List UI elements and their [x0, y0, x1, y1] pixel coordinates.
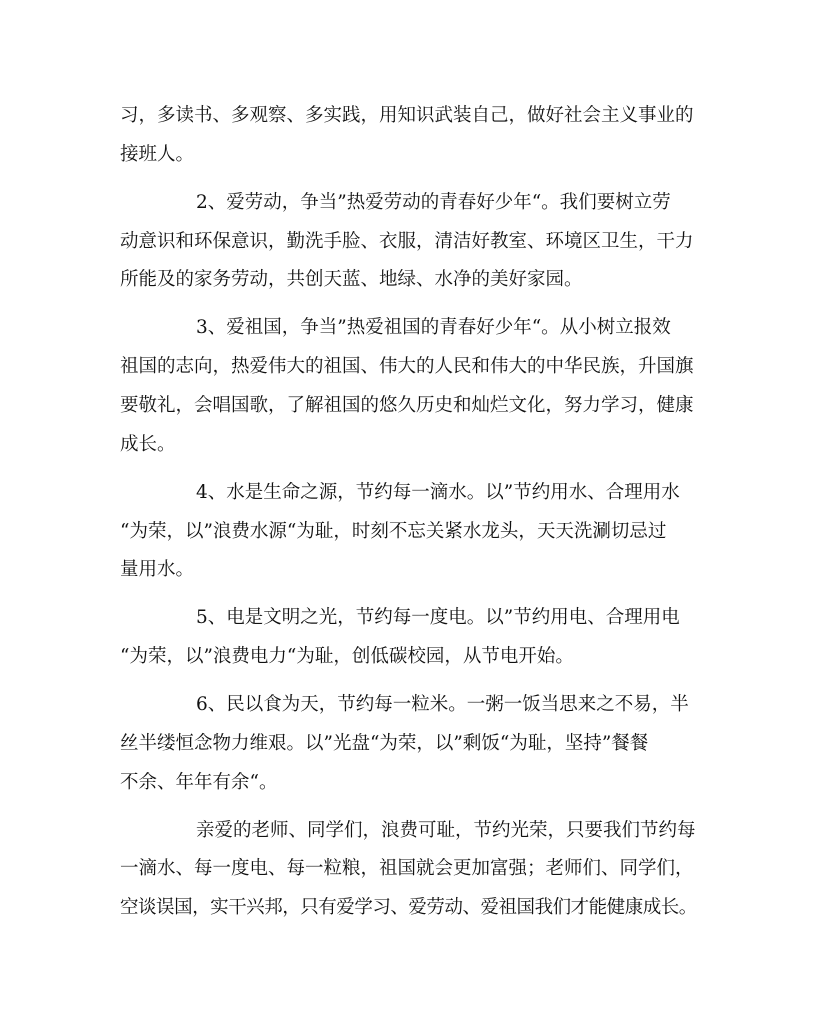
- text-line: 一滴水、每一度电、每一粒粮，祖国就会更加富强；老师们、同学们，: [120, 858, 694, 880]
- paragraph-save-electricity: [120, 599, 700, 677]
- text-line: “为荣，以”浪费水源“为耻，时刻不忘关紧水龙头，天天洗涮切忌过: [120, 520, 667, 542]
- text-line: 4、水是生命之源，节约每一滴水。以”节约用水、合理用水: [196, 481, 680, 503]
- paragraph-save-food: [120, 686, 700, 802]
- paragraph-continuation: [120, 97, 700, 175]
- text-line: 2、爱劳动，争当”热爱劳动的青春好少年“。我们要树立劳: [196, 191, 671, 213]
- text-line: 成长。: [120, 433, 176, 455]
- text-line: 亲爱的老师、同学们，浪费可耻，节约光荣，只要我们节约每: [196, 819, 696, 841]
- text-line: 习，多读书、多观察、多实践，用知识武装自己，做好社会主义事业的: [120, 105, 694, 126]
- paragraph-save-water: [120, 474, 700, 590]
- text-line: 不余、年年有余“。: [120, 771, 278, 793]
- paragraph-closing: [120, 812, 700, 928]
- text-line: 6、民以食为天，节约每一粒米。一粥一饭当思来之不易，半: [196, 694, 689, 716]
- paragraph-love-country: [120, 309, 700, 464]
- text-line: 丝半缕恒念物力维艰。以”光盘“为荣，以”剩饭“为耻，坚持”餐餐: [120, 732, 649, 754]
- text-line: 量用水。: [120, 559, 195, 581]
- document-body: [120, 97, 700, 928]
- text-line: 要敬礼，会唱国歌，了解祖国的悠久历史和灿烂文化，努力学习，健康: [120, 394, 694, 416]
- text-line: 3、爱祖国，争当”热爱祖国的青春好少年“。从小树立报效: [196, 317, 671, 339]
- text-line: 空谈误国，实干兴邦，只有爱学习、爱劳动、爱祖国我们才能健康成长。: [120, 897, 697, 919]
- text-line: 祖国的志向，热爱伟大的祖国、伟大的人民和伟大的中华民族，升国旗: [120, 356, 694, 378]
- text-line: 所能及的家务劳动，共创天蓝、地绿、水净的美好家园。: [120, 269, 583, 291]
- text-line: 5、电是文明之光，节约每一度电。以”节约用电、合理用电: [196, 607, 680, 629]
- text-line: 接班人。: [120, 143, 195, 165]
- text-line: 动意识和环保意识，勤洗手脸、衣服，清洁好教室、环境区卫生，干力: [120, 230, 694, 252]
- text-line: “为荣，以”浪费电力“为耻，创低碳校园，从节电开始。: [120, 646, 574, 668]
- paragraph-love-labor: [120, 184, 700, 300]
